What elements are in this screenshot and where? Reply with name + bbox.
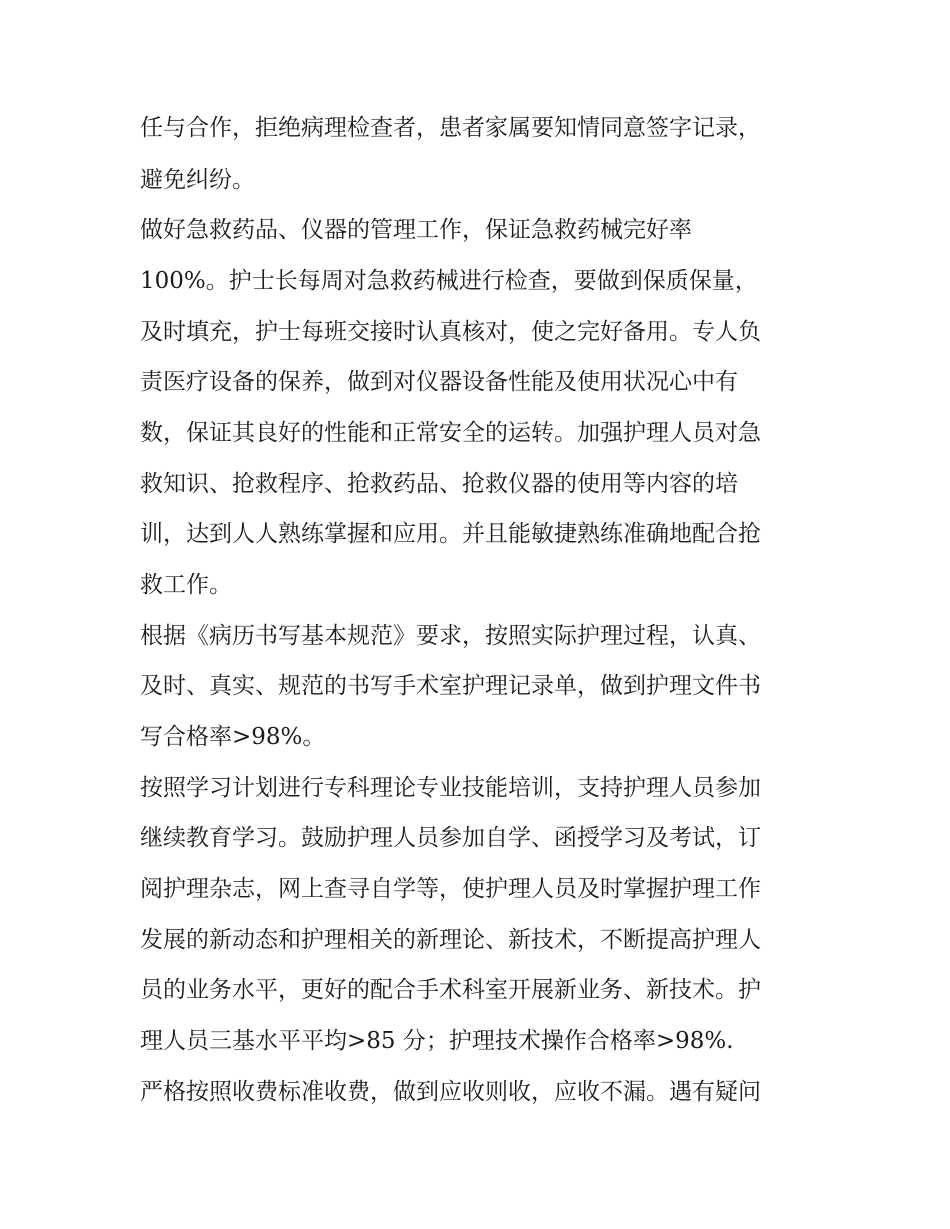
text-line: 责医疗设备的保养，做到对仪器设备性能及使用状况心中有 [140, 369, 738, 395]
text-line: 训，达到人人熟练掌握和应用。并且能敏捷熟练准确地配合抢 [140, 521, 761, 547]
text-line: 100%。护士长每周对急救药械进行检查，要做到保质保量， [140, 268, 758, 294]
text-line: 阅护理杂志，网上查寻自学等，使护理人员及时掌握护理工作 [140, 876, 761, 902]
text-line: 写合格率>98%。 [140, 724, 326, 750]
text-line: 根据《病历书写基本规范》要求，按照实际护理过程，认真、 [140, 623, 761, 649]
text-line: 及时填充，护士每班交接时认真核对，使之完好备用。专人负 [140, 319, 761, 345]
text-line: 严格按照收费标准收费，做到应收则收，应收不漏。遇有疑问 [140, 1079, 761, 1105]
text-line: 继续教育学习。鼓励护理人员参加自学、函授学习及考试，订 [140, 825, 761, 851]
text-line: 员的业务水平，更好的配合手术科室开展新业务、新技术。护 [140, 977, 761, 1003]
text-line: 救知识、抢救程序、抢救药品、抢救仪器的使用等内容的培 [140, 471, 738, 497]
text-line: 数，保证其良好的性能和正常安全的运转。加强护理人员对急 [140, 420, 761, 446]
text-line: 发展的新动态和护理相关的新理论、新技术，不断提高护理人 [140, 927, 761, 953]
text-line: 避免纠纷。 [140, 167, 255, 193]
text-line: 理人员三基水平平均>85 分；护理技术操作合格率>98%. [140, 1028, 734, 1054]
text-line: 任与合作，拒绝病理检查者，患者家属要知情同意签字记录， [140, 115, 761, 141]
text-line: 救工作。 [140, 572, 232, 598]
text-line: 按照学习计划进行专科理论专业技能培训，支持护理人员参加 [140, 775, 761, 801]
text-line: 及时、真实、规范的书写手术室护理记录单，做到护理文件书 [140, 673, 761, 699]
text-line: 做好急救药品、仪器的管理工作，保证急救药械完好率 [140, 217, 692, 243]
